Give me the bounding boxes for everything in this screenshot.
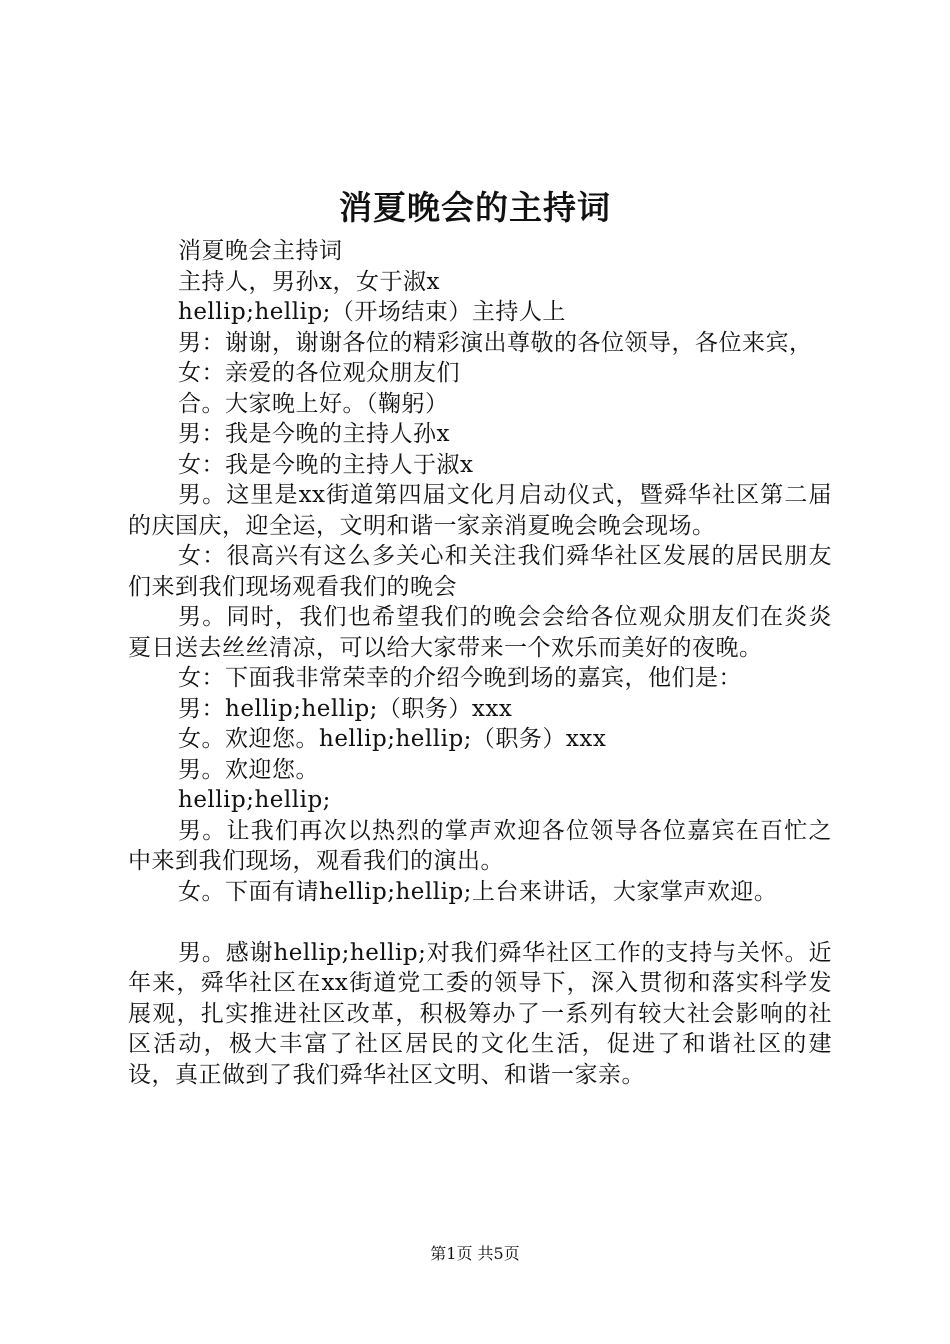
page-footer: 第1页 共5页	[430, 1244, 520, 1263]
paragraph: 女：很高兴有这么多关心和关注我们舜华社区发展的居民朋友们来到我们现场观看我们的晚会	[128, 543, 832, 600]
paragraph: 男：我是今晚的主持人孙x	[178, 421, 450, 447]
paragraph: 女：我是今晚的主持人于淑x	[178, 451, 474, 478]
paragraph: 男：谢谢，谢谢各位的精彩演出尊敬的各位领导，各位来宾，	[178, 329, 813, 356]
paragraph: 女。欢迎您。hellip;hellip;（职务）xxx	[178, 726, 607, 752]
paragraph-spacer	[128, 907, 832, 938]
paragraph: 女：下面我非常荣幸的介绍今晚到场的嘉宾，他们是：	[178, 665, 742, 691]
paragraph: 男：hellip;hellip;（职务）xxx	[178, 695, 513, 722]
paragraph: 合。大家晚上好。（鞠躬）	[178, 390, 449, 417]
paragraph: 消夏晚会主持词	[178, 238, 343, 264]
paragraph: 男。让我们再次以热烈的掌声欢迎各位领导各位嘉宾在百忙之中来到我们现场，观看我们的演出。	[128, 817, 832, 874]
paragraph: hellip;hellip;	[178, 787, 331, 813]
paragraph: 女：亲爱的各位观众朋友们	[178, 360, 460, 386]
paragraph: 男。感谢hellip;hellip;对我们舜华社区工作的支持与关怀。近年来，舜华社区在xx街道党工委的领导下，深入贯彻和落实科学发展观，扎实推进社区改革，积极筹办了一系列有较大社会影响的社区活动，极大丰富了社区居民的文化生活，促进了和谐社区的建设，真正做到了我们舜华社区文明、和谐一家亲。	[128, 939, 832, 1088]
paragraph: 主持人，男孙x，女于淑x	[178, 268, 440, 295]
paragraph: 男。同时，我们也希望我们的晚会会给各位观众朋友们在炎炎夏日送去丝丝清凉，可以给大家带来一个欢乐而美好的夜晚。	[128, 604, 832, 661]
document-body	[128, 236, 832, 1090]
paragraph: 女。下面有请hellip;hellip;上台来讲话，大家掌声欢迎。	[178, 878, 778, 905]
paragraph: hellip;hellip;（开场结束）主持人上	[178, 299, 566, 325]
document-title: 消夏晚会的主持词	[339, 188, 611, 227]
paragraph: 男。欢迎您。	[178, 756, 319, 783]
paragraph: 男。这里是xx街道第四届文化月启动仪式，暨舜华社区第二届的庆国庆，迎全运，文明和谐一家亲消夏晚会晚会现场。	[128, 482, 832, 539]
